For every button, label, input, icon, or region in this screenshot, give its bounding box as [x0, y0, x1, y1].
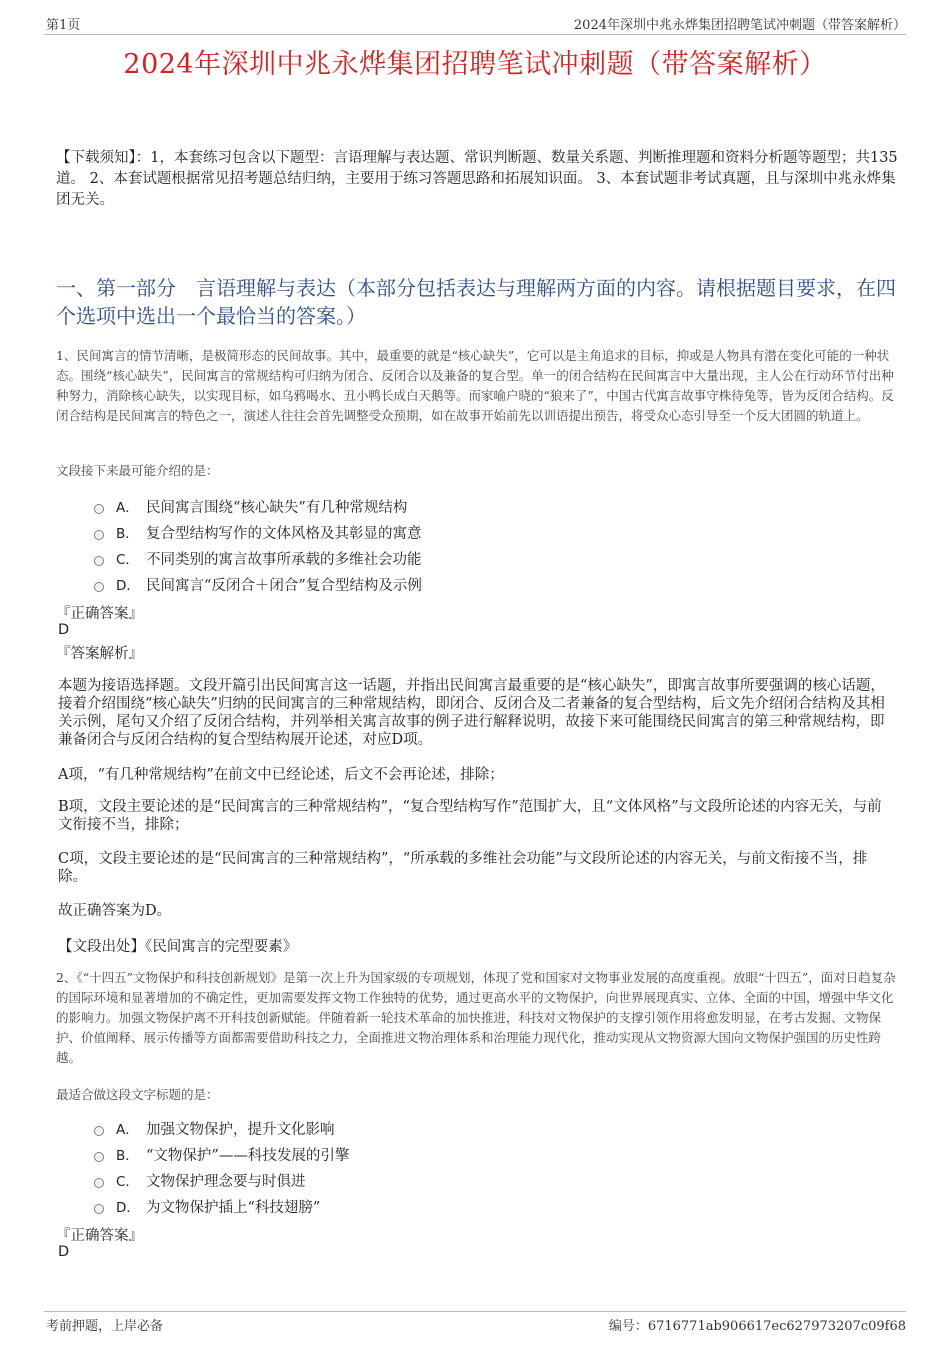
- question-2-option-a[interactable]: A． 加强文物保护，提升文化影响: [94, 1115, 349, 1141]
- page-title: 2024年深圳中兆永烨集团招聘笔试冲刺题（带答案解析）: [123, 49, 827, 80]
- question-1-correct-answer-label: 『正确答案』: [56, 606, 143, 622]
- radio-icon[interactable]: [94, 1178, 104, 1188]
- header-doc-title: 2024年深圳中兆永烨集团招聘笔试冲刺题（带答案解析）: [573, 18, 906, 33]
- radio-icon[interactable]: [94, 556, 104, 566]
- question-1-answer: D: [58, 622, 70, 638]
- footer-doc-id: 编号：6716771ab906617ec627973207c09f68: [608, 1319, 906, 1334]
- question-2-option-d[interactable]: D． 为文物保护插上“科技翅膀”: [94, 1193, 349, 1219]
- page-number: 第1页: [46, 18, 81, 33]
- question-2-option-c[interactable]: C． 文物保护理念要与时俱进: [94, 1167, 349, 1193]
- section-heading: 一、第一部分 言语理解与表达（本部分包括表达与理解两方面的内容。请根据题目要求，在四个选项中选出一个最恰当的答案。）: [56, 276, 896, 328]
- radio-icon[interactable]: [94, 504, 104, 514]
- question-1-options: [94, 493, 422, 597]
- question-2-answer: D: [58, 1244, 70, 1260]
- footer-slogan: 考前押题，上岸必备: [46, 1319, 164, 1334]
- radio-icon[interactable]: [94, 1204, 104, 1214]
- header-divider: [44, 34, 906, 35]
- download-notice: 【下载须知】：1，本套练习包含以下题型：言语理解与表达题、常识判断题、数量关系题、判断推理题和资料分析题等题型；共135道。 2、本套试题根据常见招考题总结归纳，主要用于练习答题思路和拓展知识面。 3、本套试题非考试真题，且与深圳中兆永烨集团无关。: [56, 150, 898, 208]
- question-2-options: [94, 1115, 349, 1219]
- question-1-analysis-c: C项，文段主要论述的是“民间寓言的三种常规结构”，“所承载的多维社会功能”与文段所论述的内容无关，与前文衔接不当，排除。: [58, 851, 868, 885]
- radio-icon[interactable]: [94, 1126, 104, 1136]
- question-2-correct-answer-label: 『正确答案』: [56, 1228, 143, 1244]
- question-1-source: 【文段出处】《民间寓言的完型要素》: [58, 939, 298, 955]
- question-1-option-d[interactable]: D． 民间寓言“反闭合＋闭合”复合型结构及示例: [94, 571, 422, 597]
- question-1-conclusion: 故正确答案为D。: [58, 903, 172, 919]
- question-1-option-a[interactable]: A． 民间寓言围绕“核心缺失”有几种常规结构: [94, 493, 422, 519]
- radio-icon[interactable]: [94, 530, 104, 540]
- question-1-stem: 文段接下来最可能介绍的是：: [56, 463, 219, 478]
- question-2-stem: 最适合做这段文字标题的是：: [56, 1087, 219, 1102]
- question-1-analysis-label: 『答案解析』: [56, 646, 143, 662]
- question-1-passage: 1、民间寓言的情节清晰，是极简形态的民间故事。其中，最重要的就是“核心缺失”，它可以是主角追求的目标，抑或是人物具有潜在变化可能的一种状态。围绕“核心缺失”，民间寓言的常规结构可归纳为闭合、反闭合以及兼备的复合型。单一的闭合结构在民间寓言中大量出现，主人公在行动环节付出种种努力，消除核心缺失，以实现目标，如乌鸦喝水、丑小鸭长成白天鹅等。而家喻户晓的“狼来了”，中国古代寓言故事守株待兔等，皆为反闭合结构。反闭合结构是民间寓言的特色之一，演述人往往会首先调整受众预期，如在故事开始前先以训语提出预告，将受众心态引导至一个反大团圆的轨道上。: [56, 348, 894, 423]
- question-1-analysis-a: A项，“有几种常规结构”在前文中已经论述，后文不会再论述，排除；: [58, 767, 504, 783]
- question-1-analysis-b: B项，文段主要论述的是“民间寓言的三种常规结构”，“复合型结构写作”范围扩大，且“文体风格”与文段所论述的内容无关，与前文衔接不当，排除；: [58, 799, 882, 833]
- question-1-option-b[interactable]: B． 复合型结构写作的文体风格及其彰显的寓意: [94, 519, 422, 545]
- question-2-passage: 2、《“十四五”文物保护和科技创新规划》是第一次上升为国家级的专项规划，体现了党和国家对文物事业发展的高度重视。放眼“十四五”，面对日趋复杂的国际环境和显著增加的不确定性，更加需要发挥文物工作独特的优势，通过更高水平的文物保护，向世界展现真实、立体、全面的中国，增强中华文化的影响力。加强文物保护离不开科技创新赋能。伴随着新一轮技术革命的加快推进，科技对文物保护的支撑引领作用将愈发明显，在考古发掘、文物保护、价值阐释、展示传播等方面都需要借助科技之力，全面推进文物治理体系和治理能力现代化，推动实现从文物资源大国向文物保护强国的历史性跨越。: [56, 970, 896, 1065]
- question-2-option-b[interactable]: B． “文物保护”——科技发展的引擎: [94, 1141, 349, 1167]
- question-1-option-c[interactable]: C． 不同类别的寓言故事所承载的多维社会功能: [94, 545, 422, 571]
- radio-icon[interactable]: [94, 1152, 104, 1162]
- question-1-analysis-intro: 本题为接语选择题。文段开篇引出民间寓言这一话题，并指出民间寓言最重要的是“核心缺失”，即寓言故事所要强调的核心话题，接着介绍围绕“核心缺失”归纳的民间寓言的三种常规结构，即闭合、反闭合及二者兼备的复合型结构，后文先介绍闭合结构及其相关示例，尾句又介绍了反闭合结构，并列举相关寓言故事的例子进行解释说明，故接下来可能围绕民间寓言的第三种常规结构，即兼备闭合与反闭合结构的复合型结构展开论述，对应D项。: [58, 678, 885, 748]
- footer-divider: [44, 1311, 906, 1312]
- radio-icon[interactable]: [94, 582, 104, 592]
